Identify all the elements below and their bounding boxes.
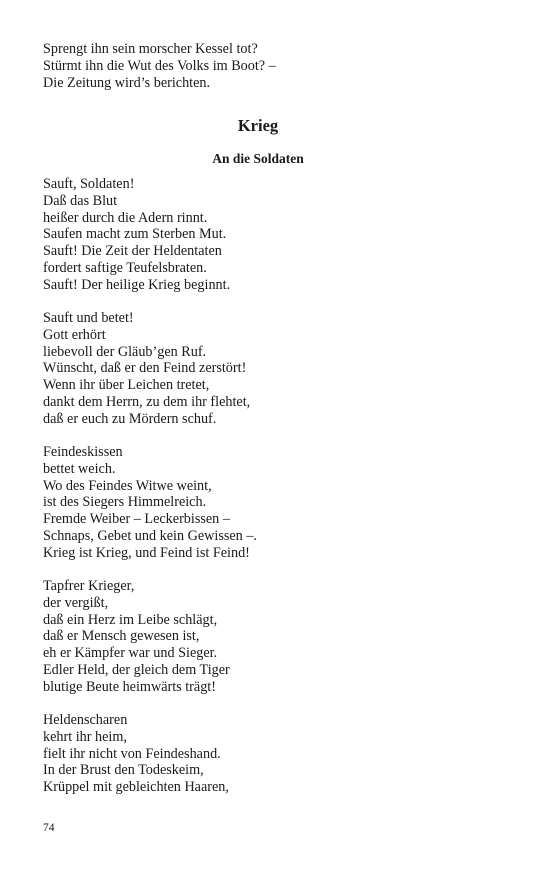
verse-line: liebevoll der Gläub’gen Ruf.	[43, 343, 207, 360]
stanza-1	[43, 176, 513, 294]
verse-line: In der Brust den Todeskeim,	[43, 762, 204, 779]
verse-line: Feindeskissen	[43, 444, 123, 460]
verse-line: Tapfrer Krieger,	[43, 578, 135, 594]
verse-line: daß er Mensch gewesen ist,	[43, 628, 200, 645]
stanza-5	[43, 712, 513, 796]
verse-line: Stürmt ihn die Wut des Volks im Boot? –	[43, 57, 276, 74]
verse-line: Wenn ihr über Leichen tretet,	[43, 377, 210, 394]
verse-line: eh er Kämpfer war und Sieger.	[43, 645, 218, 662]
stanza-4	[43, 578, 513, 696]
verse-line: Schnaps, Gebet und kein Gewissen –.	[43, 527, 257, 544]
verse-line: Heldenscharen	[43, 712, 128, 728]
verse-line: fordert saftige Teufelsbraten.	[43, 259, 207, 276]
verse-line: Sauft! Der heilige Krieg beginnt.	[43, 276, 231, 293]
verse-line: kehrt ihr heim,	[43, 728, 127, 745]
verse-line: daß er euch zu Mördern schuf.	[43, 410, 217, 427]
verse-line: daß ein Herz im Leibe schlägt,	[43, 611, 218, 628]
verse-line: Saufen macht zum Sterben Mut.	[43, 226, 227, 243]
verse-line: heißer durch die Adern rinnt.	[43, 209, 208, 226]
intro-stanza	[43, 41, 513, 91]
stanza-2	[43, 310, 513, 428]
verse-line: Wo des Feindes Witwe weint,	[43, 477, 212, 494]
verse-line: Fremde Weiber – Leckerbissen –	[43, 511, 230, 528]
verse-line: dankt dem Herrn, zu dem ihr flehtet,	[43, 393, 251, 410]
verse-line: blutige Beute heimwärts trägt!	[43, 678, 216, 695]
verse-line: Sprengt ihn sein morscher Kessel tot?	[43, 41, 258, 57]
verse-line: der vergißt,	[43, 594, 109, 611]
stanza-3	[43, 444, 513, 562]
section-title: Krieg	[237, 116, 279, 135]
verse-line: Edler Held, der gleich dem Tiger	[43, 661, 230, 678]
verse-line: Wünscht, daß er den Feind zerstört!	[43, 360, 247, 377]
verse-line: Krieg ist Krieg, und Feind ist Feind!	[43, 544, 250, 561]
verse-line: ist des Siegers Himmelreich.	[43, 494, 207, 511]
page-number: 74	[43, 822, 55, 834]
verse-line: bettet weich.	[43, 460, 116, 477]
verse-line: fielt ihr nicht von Feindeshand.	[43, 745, 221, 762]
poem-title: An die Soldaten	[212, 151, 304, 166]
verse-line: Sauft! Die Zeit der Heldentaten	[43, 243, 222, 260]
verse-line: Daß das Blut	[43, 192, 118, 209]
verse-line: Gott erhört	[43, 326, 106, 343]
verse-line: Sauft, Soldaten!	[43, 176, 135, 192]
verse-line: Krüppel mit gebleichten Haaren,	[43, 779, 229, 796]
verse-line: Die Zeitung wird’s berichten.	[43, 74, 211, 91]
verse-line: Sauft und betet!	[43, 310, 134, 326]
